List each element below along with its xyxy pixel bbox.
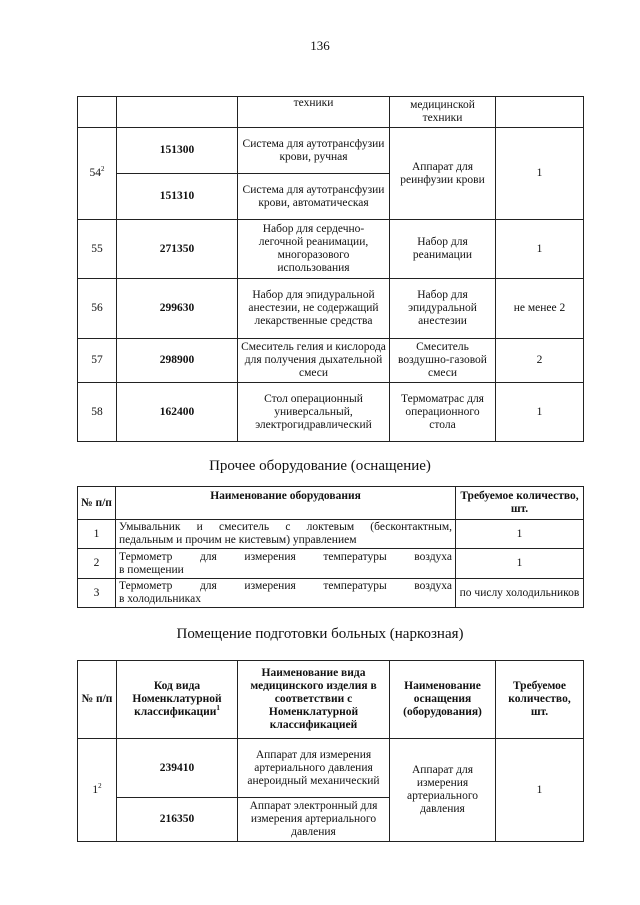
header-qty: Требуемое количество, шт. xyxy=(456,487,584,520)
cell-qty: 1 xyxy=(456,549,584,579)
table-row xyxy=(78,97,584,128)
cell-num: 58 xyxy=(78,383,117,442)
cell-num: 3 xyxy=(78,579,116,608)
cell-name: Аппарат электронный для измерения артериального давления xyxy=(238,798,390,842)
cell-name-line: Термометр для измерения температуры воздуха xyxy=(119,550,452,563)
cell-qty: 1 xyxy=(496,220,584,279)
table-row xyxy=(78,549,584,579)
cell-num: 56 xyxy=(78,279,117,339)
table-row xyxy=(78,739,584,798)
cell-num: 1 xyxy=(78,520,116,549)
cell-qty: 1 xyxy=(496,383,584,442)
header-name: Наименование вида медицинского изделия в соответствии с Номенклатурной классификацией xyxy=(238,661,390,739)
cell-equipment: Аппарат для реинфузии крови xyxy=(390,128,496,220)
header-name: Наименование оборудования xyxy=(116,487,456,520)
cell-name-line: Термометр для измерения температуры воздуха xyxy=(119,580,452,592)
preparation-room-table xyxy=(77,660,584,842)
cell-equipment: Аппарат для измерения артериального давления xyxy=(390,739,496,842)
table-row xyxy=(78,339,584,383)
cell-equipment: медицинской техники xyxy=(390,97,496,128)
cell-code: 298900 xyxy=(117,339,238,383)
cell-name-line: в помещении xyxy=(119,563,184,576)
cell-name-line: Умывальник и смеситель с локтевым (бесконтактным, xyxy=(119,521,452,533)
cell-code: 216350 xyxy=(117,798,238,842)
header-num: № п/п xyxy=(78,487,116,520)
cell-name-line: в холодильниках xyxy=(119,593,201,605)
page-number: 136 xyxy=(310,38,330,53)
header-code: Код вида Номенклатурной классификации$^1$ xyxy=(117,661,238,739)
cell-num: $54^2$ xyxy=(78,128,117,220)
cell-code: 271350 xyxy=(117,220,238,279)
cell-qty: 2 xyxy=(496,339,584,383)
table-row xyxy=(78,128,584,174)
cell-name: Набор для сердечно-легочной реанимации, многоразового использования xyxy=(238,220,390,279)
table-row xyxy=(78,383,584,442)
cell-num: 57 xyxy=(78,339,117,383)
cell-name: Система для аутотрансфузии крови, ручная xyxy=(238,128,390,174)
cell-name xyxy=(116,520,456,549)
section-title-preparation-room: Помещение подготовки больных (наркозная) xyxy=(176,626,464,642)
section-title-other-equipment: Прочее оборудование (оснащение) xyxy=(209,458,431,474)
table-row xyxy=(78,220,584,279)
other-equipment-table xyxy=(77,486,584,608)
cell-code: 239410 xyxy=(117,739,238,798)
cell-equipment: Набор для реанимации xyxy=(390,220,496,279)
cell-equipment: Набор для эпидуральной анестезии xyxy=(390,279,496,339)
cell-equipment: Смеситель воздушно-газовой смеси xyxy=(390,339,496,383)
cell-code: 151310 xyxy=(117,174,238,220)
cell-code: 299630 xyxy=(117,279,238,339)
cell-name: техники xyxy=(238,97,390,128)
cell-qty: 1 xyxy=(456,520,584,549)
cell-qty: 1 xyxy=(496,739,584,842)
header-qty: Требуемое количество, шт. xyxy=(496,661,584,739)
header-equipment: Наименование оснащения (оборудования) xyxy=(390,661,496,739)
cell-qty: 1 xyxy=(496,128,584,220)
cell-name xyxy=(116,579,456,608)
cell-qty: не менее 2 xyxy=(496,279,584,339)
cell-name-line: педальным и прочим не кистевым) управлением xyxy=(119,534,357,546)
cell-num: 55 xyxy=(78,220,117,279)
cell-name: Набор для эпидуральной анестезии, не содержащий лекарственные средства xyxy=(238,279,390,339)
cell-code: 151300 xyxy=(117,128,238,174)
cell-equipment: Термоматрас для операционного стола xyxy=(390,383,496,442)
cell-name: Смеситель гелия и кислорода для получения дыхательной смеси xyxy=(238,339,390,383)
cell-qty: по числу холодильников xyxy=(456,579,584,608)
table-row xyxy=(78,579,584,608)
cell-name: Система для аутотрансфузии крови, автоматическая xyxy=(238,174,390,220)
cell-name xyxy=(116,549,456,579)
header-num: № п/п xyxy=(78,661,117,739)
table-row xyxy=(78,279,584,339)
table-header-row xyxy=(78,661,584,739)
table-row xyxy=(78,520,584,549)
cell-num: 2 xyxy=(78,549,116,579)
cell-name: Стол операционный универсальный, электрогидравлический xyxy=(238,383,390,442)
equipment-table-continued xyxy=(77,96,584,442)
cell-num: $1^2$ xyxy=(78,739,117,842)
cell-name: Аппарат для измерения артериального давления анероидный механический xyxy=(238,739,390,798)
cell-code: 162400 xyxy=(117,383,238,442)
table-header-row xyxy=(78,487,584,520)
